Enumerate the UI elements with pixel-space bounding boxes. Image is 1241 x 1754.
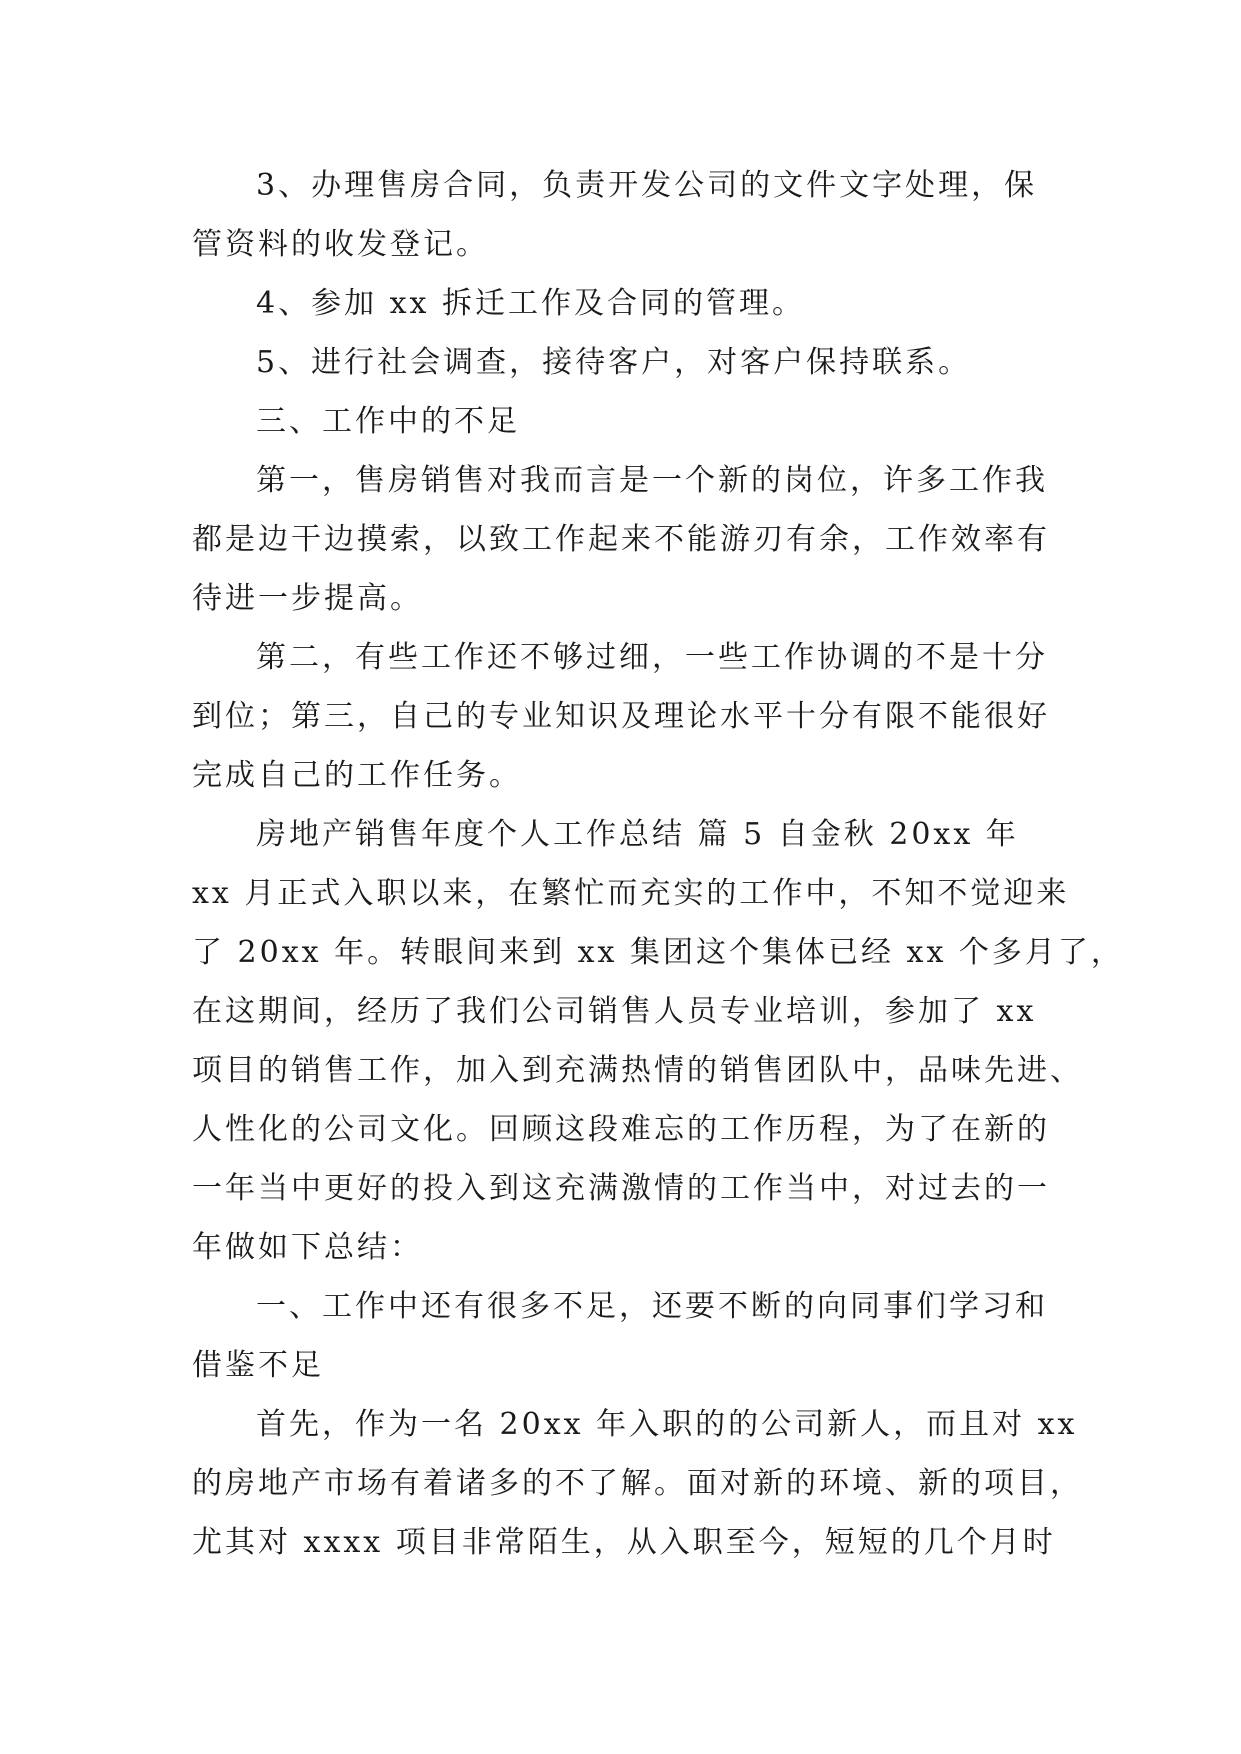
text-line: 待进一步提高。: [192, 581, 423, 616]
text-line: 管资料的收发登记。: [192, 227, 489, 262]
text-line: 一、工作中还有很多不足，还要不断的向同事们学习和: [256, 1289, 1048, 1324]
text-line: 项目的销售工作，加入到充满热情的销售团队中，品味先进、: [192, 1053, 1083, 1088]
text-line: 在这期间，经历了我们公司销售人员专业培训，参加了 xx: [192, 994, 1037, 1029]
document-body: [192, 156, 1124, 1572]
text-line: 3、办理售房合同，负责开发公司的文件文字处理，保: [256, 168, 1038, 203]
text-line: 第一，售房销售对我而言是一个新的岗位，许多工作我: [256, 463, 1048, 498]
text-line: 第二，有些工作还不够过细，一些工作协调的不是十分: [256, 640, 1048, 675]
text-line: xx 月正式入职以来，在繁忙而充实的工作中，不知不觉迎来: [192, 876, 1070, 911]
text-line: 完成自己的工作任务。: [192, 758, 522, 793]
text-line: 了 20xx 年。转眼间来到 xx 集团这个集体已经 xx 个多月了，: [192, 935, 1124, 970]
text-line: 三、工作中的不足: [256, 404, 520, 439]
text-line: 借鉴不足: [192, 1348, 324, 1383]
text-line: 年做如下总结：: [192, 1230, 423, 1265]
text-line: 都是边干边摸索，以致工作起来不能游刃有余，工作效率有: [192, 522, 1050, 557]
text-line: 首先，作为一名 20xx 年入职的的公司新人，而且对 xx: [256, 1407, 1078, 1442]
text-line: 尤其对 xxxx 项目非常陌生，从入职至今，短短的几个月时: [192, 1525, 1056, 1560]
text-line: 人性化的公司文化。回顾这段难忘的工作历程，为了在新的: [192, 1112, 1050, 1147]
text-line: 4、参加 xx 拆迁工作及合同的管理。: [256, 286, 805, 321]
text-line: 房地产销售年度个人工作总结 篇 5 自金秋 20xx 年: [256, 817, 1019, 852]
text-line: 一年当中更好的投入到这充满激情的工作当中，对过去的一: [192, 1171, 1050, 1206]
text-line: 的房地产市场有着诸多的不了解。面对新的环境、新的项目，: [192, 1466, 1083, 1501]
text-line: 到位；第三，自己的专业知识及理论水平十分有限不能很好: [192, 699, 1050, 734]
text-line: 5、进行社会调查，接待客户，对客户保持联系。: [256, 345, 972, 380]
